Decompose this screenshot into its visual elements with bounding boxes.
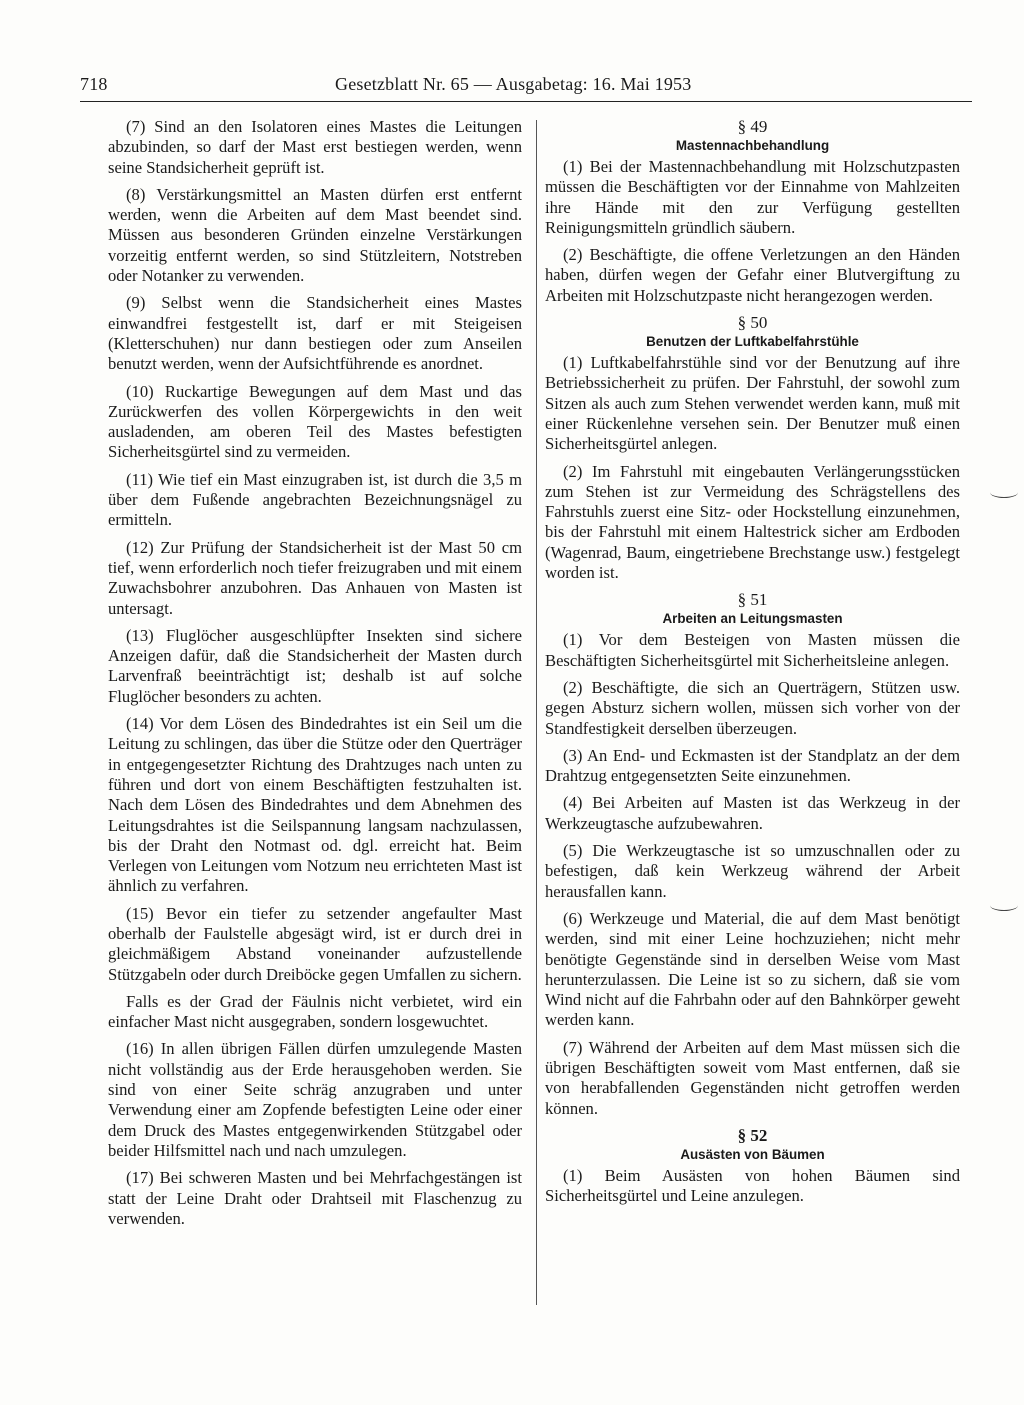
paragraph: (8) Verstärkungsmittel an Masten dürfen erst entfernt werden, wenn die Arbeiten auf dem Mast beendet sind. Müssen aus besonderen Gründen einzelne Verstärkungen vorzeitig entfernt werden, so sind Stützleitern, Notstreben oder Notanker zu verwenden. [108,184,522,286]
paragraph: (13) Fluglöcher ausgeschlüpfter Insekten sind sichere Anzeigen dafür, daß die Standsicherheit der Masten durch Larvenfraß beeinträchtigt ist; deshalb ist auf solche Fluglöcher besonders zu achten. [108,625,522,706]
section-number: § 50 [737,313,768,333]
section-number: § 51 [737,590,768,610]
paragraph: (16) In allen übrigen Fällen dürfen umzulegende Masten nicht vollständig aus der Erde herausgehoben werden. Sie sind von einer Seite schräg anzugraben und unter Verwendung einer am Zopfende befestigten Leine oder einer dem Druck des Mastes entgegenwirkenden Stützgabel oder beider Hilfsmittel nach und nach umzulegen. [108,1039,522,1160]
right-column [545,117,960,1213]
paragraph: (1) Vor dem Besteigen von Masten müssen die Beschäftigten Sicherheitsgürtel mit Sicherheitsleine anlegen. [545,630,960,670]
paragraph: (9) Selbst wenn die Standsicherheit eines Mastes einwandfrei festgestellt ist, darf er mit Steigeisen (Kletterschuhen) nur dann bestiegen oder zum Anseilen benutzt werden, wenn der Aufsichtführende es anordnet. [108,293,522,374]
paragraph: (7) Sind an den Isolatoren eines Mastes die Leitungen abzubinden, so darf der Mast erst bestiegen werden, wenn seine Standsicherheit geprüft ist. [108,117,522,177]
paragraph: (1) Beim Ausästen von hohen Bäumen sind Sicherheitsgürtel und Leine anzulegen. [545,1165,960,1206]
paragraph: Falls es der Grad der Fäulnis nicht verbietet, wird ein einfacher Mast nicht ausgegraben, sondern losgewuchtet. [108,991,522,1032]
paragraph: (5) Die Werkzeugtasche ist so umzuschnallen oder zu befestigen, daß kein Werkzeug während der Arbeit herausfallen kann. [545,841,960,901]
column-divider [536,120,537,1305]
paragraph: (7) Während der Arbeiten auf dem Mast müssen sich die übrigen Beschäftigten soweit vom Mast entfernen, daß sie von herabfallenden Gegenständen nicht getroffen werden können. [545,1037,960,1118]
paragraph: (15) Bevor ein tiefer zu setzender angefaulter Mast oberhalb der Faulstelle abgesägt wird, ist er durch drei in gleichmäßigem Abstand voneinander aufzustellende Stützgabeln oder durch Dreiböcke gegen Umfallen zu sichern. [108,903,522,984]
page-number: 718 [80,74,108,94]
paragraph: (3) An End- und Eckmasten ist der Standplatz an der dem Drahtzug entgegensetzten Seite einzunehmen. [545,745,960,786]
paragraph: (2) Beschäftigte, die offene Verletzungen an den Händen haben, dürfen wegen der Gefahr einer Blutvergiftung zu Arbeiten mit Holzschutzpaste nicht herangezogen werden. [545,245,960,305]
page-header [80,74,970,100]
paragraph: (1) Luftkabelfahrstühle sind vor der Benutzung auf ihre Betriebssicherheit zu prüfen. Der Fahrstuhl, der sowohl zum Sitzen als auch zum Stehen verwendet werden kann, muß mit einer Rückenlehne versehen sein. Der Benutzer muß einen Sicherheitsgürtel anlegen. [545,353,960,454]
header-rule [80,101,972,102]
punch-mark [990,487,1018,498]
paragraph: (12) Zur Prüfung der Standsicherheit ist der Mast 50 cm tief, wenn erforderlich noch tiefer freizugraben und mit einem Zuwachsbohrer anzubohren. Das Anhauen von Masten ist untersagt. [108,537,522,618]
gazette-title: Gesetzblatt Nr. 65 — Ausgabetag: 16. Mai 1953 [335,74,692,94]
section-title: Ausästen von Bäumen [680,1146,825,1162]
punch-mark [990,900,1018,911]
paragraph: (11) Wie tief ein Mast einzugraben ist, ist durch die 3,5 m über dem Fußende angebrachten Bezeichnungsnägel zu ermitteln. [108,469,522,530]
paragraph: (17) Bei schweren Masten und bei Mehrfachgestängen ist statt der Leine Draht oder Drahtseil mit Flaschenzug zu verwenden. [108,1168,522,1228]
section-title: Arbeiten an Leitungsmasten [662,611,843,627]
section-title: Benutzen der Luftkabelfahrstühle [646,334,859,350]
section-number: § 52 [737,1125,768,1145]
paragraph: (14) Vor dem Lösen des Bindedrahtes ist ein Seil um die Leitung zu schlingen, das über die Stütze oder den Querträger in entgegengesetzter Richtung des Drahtzuges nach unten zu führen und dort von einem Beschäftigten festzuhalten ist. Nach dem Lösen des Bindedrahtes und dem Abnehmen des Leitungsdrahtes ist die Seilspannung langsam nachzulassen, bis der Draht den Notmast od. dgl. erreicht hat. Beim Verlegen von Leitungen vom Notzum neu errichteten Mast ist ähnlich zu verfahren. [108,714,522,896]
section-title: Mastennachbehandlung [675,138,830,153]
section-number: § 49 [737,117,768,136]
paragraph: (4) Bei Arbeiten auf Masten ist das Werkzeug in der Werkzeugtasche aufzubewahren. [545,793,960,833]
paragraph: (2) Im Fahrstuhl mit eingebauten Verlängerungsstücken zum Stehen ist zur Vermeidung des Schrägstellens des Fahrstuhls zuerst eine Sitz- oder Hockstellung einzunehmen, bis der Fahrstuhl mit einem Haltestrick sicher am Erdboden (Wagenrad, Baum, eingetriebene Brechstange usw.) festgelegt worden ist. [545,461,960,583]
paragraph: (10) Ruckartige Bewegungen auf dem Mast und das Zurückwerfen des vollen Körpergewichts in den weit ausladenden, am oberen Teil des Mastes befestigten Sicherheitsgürtel sind zu vermeiden. [108,381,522,462]
paragraph: (6) Werkzeuge und Material, die auf dem Mast benötigt werden, sind mit einer Leine hochzuziehen; nicht mehr benötigte Gegenstände sind in derselben Weise vom Mast herunterzulassen. Die Leine ist so zu sichern, daß sie vom Wind nicht auf die Fahrbahn oder auf den Bahnkörper geweht werden kann. [545,908,960,1030]
left-column [108,117,522,1236]
paragraph: (1) Bei der Mastennachbehandlung mit Holzschutzpasten müssen die Beschäftigten vor der Einnahme von Mahlzeiten ihre Hände mit den zur Verfügung gestellten Reinigungsmitteln gründlich säubern. [545,157,960,237]
paragraph: (2) Beschäftigte, die sich an Querträgern, Stützen usw. gegen Absturz sichern wollen, müssen sich vorher von der Standfestigkeit derselben überzeugen. [545,677,960,738]
